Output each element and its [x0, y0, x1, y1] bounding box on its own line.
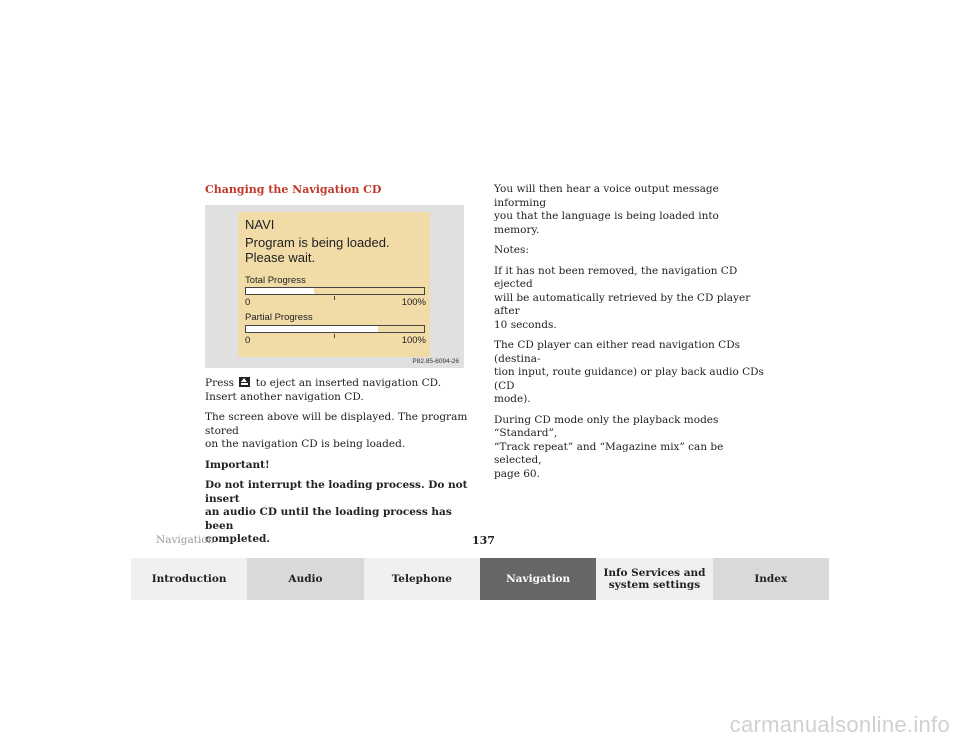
chapter-tabs	[131, 558, 829, 600]
tab-index[interactable]: Index	[713, 558, 829, 600]
note1-line1: If it has not been removed, the navigation CD ejected	[494, 264, 738, 290]
loading-message	[245, 235, 390, 265]
tab-telephone[interactable]: Telephone	[364, 558, 480, 600]
notes-label: Notes:	[494, 244, 529, 256]
note2-line2: tion input, route guidance) or play back audio CDs (CD	[494, 366, 764, 392]
navi-title: NAVI	[245, 217, 275, 232]
total-progress-label: Total Progress	[245, 275, 306, 286]
tab-audio[interactable]: Audio	[247, 558, 363, 600]
note2-line3: mode).	[494, 393, 531, 405]
loading-message-line2: Please wait.	[245, 250, 316, 265]
partial-progress-max: 100%	[401, 335, 426, 346]
warning-line3: completed.	[205, 533, 271, 545]
footer-section-name: Navigation	[156, 534, 215, 546]
loading-message-line1: Program is being loaded.	[245, 235, 390, 250]
warning-line1: Do not interrupt the loading process. Do not insert	[205, 479, 468, 505]
eject-icon	[239, 377, 250, 387]
press-prefix: Press	[205, 377, 235, 389]
voice-line1: You will then hear a voice output message informing	[494, 183, 719, 209]
note-cd-types	[494, 339, 764, 407]
partial-progress-fill	[246, 326, 378, 332]
partial-progress-min: 0	[245, 335, 251, 346]
screen-description-line1: The screen above will be displayed. The program stored	[205, 411, 468, 437]
warning-line2: an audio CD until the loading process has been	[205, 506, 452, 532]
voice-line2: you that the language is being loaded into memory.	[494, 210, 719, 236]
important-label: Important!	[205, 458, 270, 471]
note3-line2: “Track repeat” and “Magazine mix” can be selected,	[494, 440, 724, 466]
note-auto-retrieve	[494, 265, 764, 333]
right-column	[494, 183, 764, 488]
note3-line3: page 60.	[494, 467, 540, 480]
screen-description	[205, 411, 475, 452]
navi-screen-figure	[205, 205, 464, 368]
partial-progress-label: Partial Progress	[245, 312, 313, 323]
total-progress-fill	[246, 288, 314, 294]
warning-text	[205, 479, 475, 547]
tab-introduction[interactable]: Introduction	[131, 558, 247, 600]
partial-progress-bar	[245, 325, 425, 333]
note-playback-modes	[494, 414, 764, 482]
figure-code: P82.85-6094-26	[412, 358, 459, 365]
watermark: carmanualsonline.info	[729, 712, 950, 737]
left-column	[205, 183, 475, 554]
total-progress-bar	[245, 287, 425, 295]
total-progress-max: 100%	[401, 297, 426, 308]
screen-description-line2: on the navigation CD is being loaded.	[205, 438, 406, 450]
total-progress-tick	[334, 296, 335, 300]
section-heading: Changing the Navigation CD	[205, 183, 382, 196]
note2-line1: The CD player can either read navigation CDs (destina-	[494, 339, 741, 365]
eject-instruction	[205, 377, 475, 404]
tab-info-services-line1: Info Services and	[603, 567, 706, 579]
voice-output-text	[494, 183, 764, 237]
partial-progress-tick	[334, 334, 335, 338]
insert-instruction: Insert another navigation CD.	[205, 390, 364, 403]
tab-info-services[interactable]	[596, 558, 712, 600]
page-number: 137	[472, 534, 495, 547]
press-suffix: to eject an inserted navigation CD.	[255, 377, 442, 389]
navi-display	[238, 212, 430, 357]
note1-line2: will be automatically retrieved by the CD player after	[494, 291, 751, 317]
total-progress-min: 0	[245, 297, 251, 308]
tab-info-services-line2: system settings	[608, 579, 701, 591]
note3-line1: During CD mode only the playback modes “Standard”,	[494, 413, 719, 439]
note1-line3: 10 seconds.	[494, 318, 557, 331]
tab-navigation[interactable]: Navigation	[480, 558, 596, 600]
